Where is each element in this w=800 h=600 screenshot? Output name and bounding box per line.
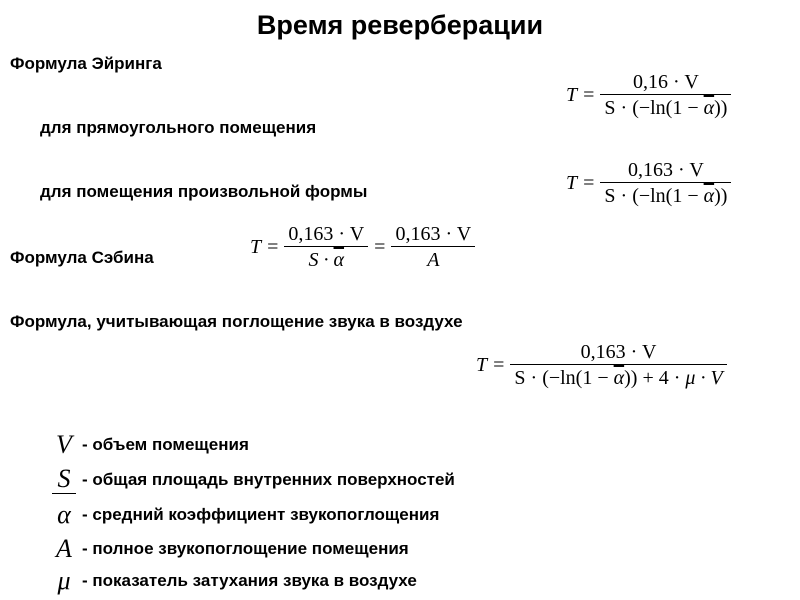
fraction: [510, 342, 726, 388]
legend-symbol: α: [57, 500, 71, 529]
legend-item: [52, 500, 439, 530]
legend-item: [52, 534, 409, 564]
numerator: 0,16 · V: [600, 72, 731, 95]
den-part: S · (−ln(1 −: [514, 367, 614, 389]
denominator: [600, 183, 731, 206]
formula-T: T: [566, 172, 578, 194]
alpha-bar: $\overline{\alpha}$: [703, 97, 715, 119]
den-part: )): [714, 185, 728, 207]
arbitrary-room-label: для помещения произвольной формы: [40, 182, 368, 201]
formula-T: T: [250, 236, 262, 258]
den-part: S ·: [308, 249, 334, 271]
legend-symbol: μ: [57, 566, 71, 595]
denominator: [600, 95, 731, 118]
den-part: S · (−ln(1 −: [604, 97, 704, 119]
numerator: 0,163 · V: [510, 342, 726, 365]
formula-eq: =: [493, 354, 505, 376]
den-part: )): [714, 97, 728, 119]
fraction: [600, 72, 731, 118]
rect-room-label: для прямоугольного помещения: [40, 118, 317, 137]
legend-item: [52, 566, 417, 596]
page-title: Время реверберации: [256, 10, 544, 40]
formula-eq: =: [267, 236, 279, 258]
legend-symbol: V: [56, 430, 72, 459]
numerator: 0,163 · V: [600, 160, 731, 183]
alpha-bar: $\overline{\alpha}$: [333, 249, 345, 271]
fraction: [391, 224, 475, 270]
eyring-formula-arbitrary: [566, 160, 731, 206]
denominator: [284, 247, 368, 270]
den-part: · V: [695, 367, 723, 389]
sabine-heading: Формула Сэбина: [10, 248, 154, 267]
legend-symbol: A: [56, 534, 72, 563]
formula-T: T: [566, 84, 578, 106]
denominator: [510, 365, 726, 388]
alpha-bar: $\overline{\alpha}$: [703, 185, 715, 207]
denominator: A: [427, 249, 440, 271]
formula-eq: =: [583, 84, 595, 106]
legend-text: - объем помещения: [82, 435, 249, 454]
legend-text: - показатель затухания звука в воздухе: [82, 571, 417, 590]
fraction: [284, 224, 368, 270]
formula-T: T: [476, 354, 488, 376]
den-part: S · (−ln(1 −: [604, 185, 704, 207]
legend-item: [52, 466, 455, 494]
air-absorption-formula: [476, 342, 727, 388]
mu-symbol: μ: [685, 367, 696, 389]
numerator: 0,163 · V: [391, 224, 475, 247]
legend-symbol: S: [52, 466, 76, 494]
legend-text: - полное звукопоглощение помещения: [82, 539, 409, 558]
legend-text: - общая площадь внутренних поверхностей: [82, 470, 455, 489]
air-absorption-heading: Формула, учитывающая поглощение звука в воздухе: [10, 312, 463, 331]
numerator: 0,163 · V: [284, 224, 368, 247]
legend-item: [52, 430, 249, 460]
eyring-formula-rect: [566, 72, 731, 118]
alpha-bar: $\overline{\alpha}$: [613, 367, 625, 389]
formula-eq: =: [374, 236, 386, 258]
sabine-formula: [250, 224, 475, 270]
legend-text: - средний коэффициент звукопоглощения: [82, 505, 440, 524]
den-part: )) + 4 ·: [624, 367, 686, 389]
fraction: [600, 160, 731, 206]
eyring-heading: Формула Эйринга: [10, 54, 162, 73]
formula-eq: =: [583, 172, 595, 194]
